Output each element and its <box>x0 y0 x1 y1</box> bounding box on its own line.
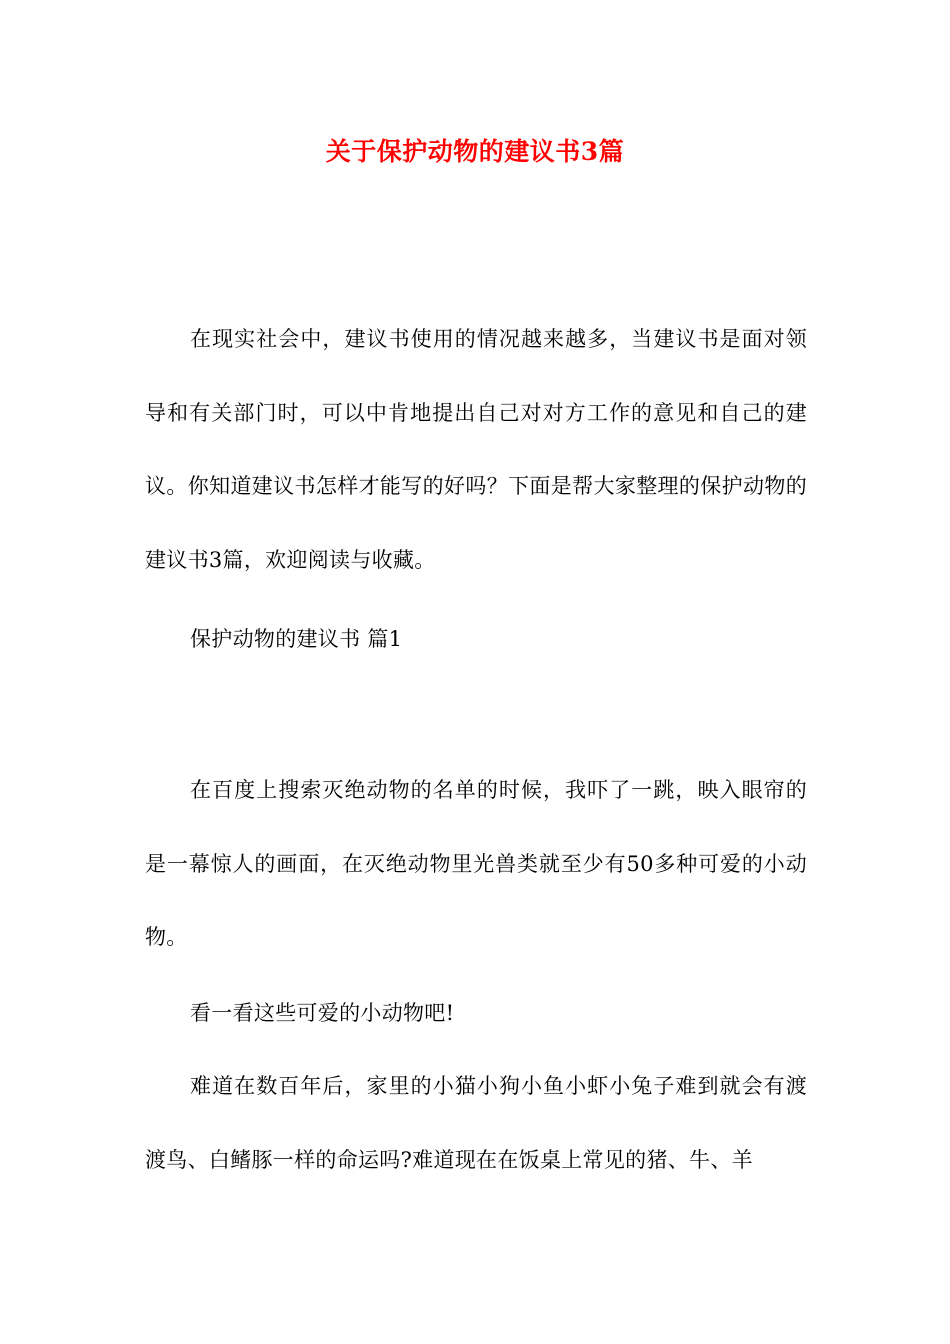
intro-paragraph: 在现实社会中，建议书使用的情况越来越多，当建议书是面对领导和有关部门时，可以中肯地提出自己对对方工作的意见和自己的建议。你知道建议书怎样才能写的好吗？下面是帮大家整理的保护动物的建议书3篇，欢迎阅读与收藏。 <box>145 327 807 572</box>
body-paragraph-2: 看一看这些可爱的小动物吧! <box>190 1001 455 1025</box>
body-paragraph-1: 在百度上搜索灭绝动物的名单的时候，我吓了一跳，映入眼帘的是一幕惊人的画面，在灭绝动物里光兽类就至少有50多种可爱的小动物。 <box>145 778 807 949</box>
document-title: 关于保护动物的建议书3篇 <box>325 137 625 166</box>
section-heading-1: 保护动物的建议书 篇1 <box>190 627 403 651</box>
body-paragraph-3: 难道在数百年后，家里的小猫小狗小鱼小虾小兔子难到就会有渡渡鸟、白鳍豚一样的命运吗?难道现在在饭桌上常见的猪、牛、羊 <box>145 1074 807 1172</box>
